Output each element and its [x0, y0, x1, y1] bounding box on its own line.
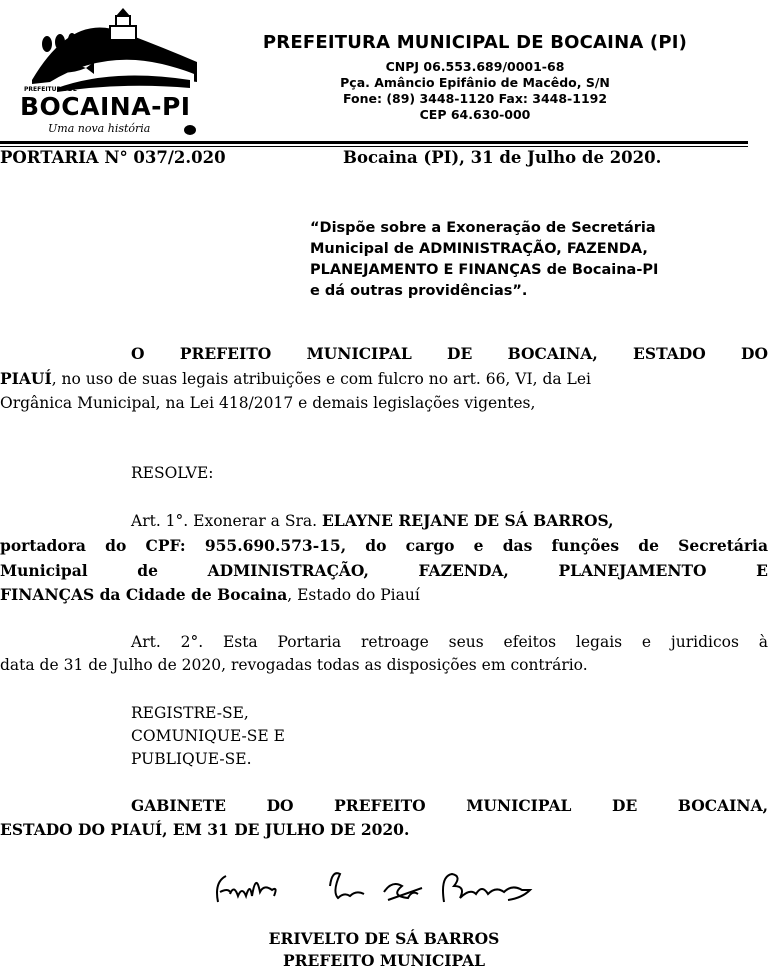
- art1-line-3: Municipal de ADMINISTRAÇÃO, FAZENDA, PLANEJAMENTO E: [0, 561, 768, 580]
- ementa-line: PLANEJAMENTO E FINANÇAS de Bocaina-PI: [310, 262, 659, 278]
- art1-prefix: Art. 1°. Exonerar a Sra.: [131, 512, 322, 530]
- logo-slogan: Uma nova história: [48, 122, 151, 135]
- art1-line-4: [0, 585, 420, 604]
- ementa-line: “Dispõe sobre a Exoneração de Secretária: [310, 220, 656, 236]
- header-info: [215, 32, 735, 123]
- preamble-line-3: Orgânica Municipal, na Lei 418/2017 e demais legislações vigentes,: [0, 394, 536, 412]
- preamble-line-1: O PREFEITO MUNICIPAL DE BOCAINA, ESTADO DO: [131, 344, 768, 363]
- logo-emblem-icon: [12, 2, 212, 142]
- gabinete-line-1: GABINETE DO PREFEITO MUNICIPAL DE BOCAINA,: [131, 796, 768, 815]
- art1-person-name: ELAYNE REJANE DE SÁ BARROS,: [321, 511, 614, 530]
- signatory-title: PREFEITO MUNICIPAL: [283, 951, 485, 970]
- preamble-text: , no uso de suas legais atribuições e com fulcro no art. 66, VI, da Lei: [51, 370, 591, 388]
- art2-line-1: Art. 2°. Esta Portaria retroage seus efeitos legais e juridicos à: [131, 633, 768, 651]
- logo-top-text: PREFEITURA DE: [24, 86, 77, 93]
- address: Pça. Amâncio Epifânio de Macêdo, S/N: [340, 75, 610, 90]
- art1-state: , Estado do Piauí: [287, 586, 420, 604]
- header-rule-thin: [0, 146, 748, 147]
- gabinete-line-2: ESTADO DO PIAUÍ, EM 31 DE JULHO DE 2020.: [0, 820, 410, 839]
- portaria-number: PORTARIA N° 037/2.020: [0, 148, 226, 167]
- ementa-line: e dá outras providências”.: [310, 283, 528, 299]
- preamble-line-2: [0, 369, 768, 388]
- org-name: PREFEITURA MUNICIPAL DE BOCAINA (PI): [262, 32, 688, 53]
- cep: CEP 64.630-000: [419, 107, 531, 122]
- ementa: [310, 218, 768, 302]
- art1-city: FINANÇAS da Cidade de Bocaina: [0, 585, 288, 604]
- cnpj: CNPJ 06.553.689/0001-68: [385, 59, 565, 74]
- art1-line-2: portadora do CPF: 955.690.573-15, do cargo e das funções de Secretária: [0, 536, 768, 555]
- phones: Fone: (89) 3448-1120 Fax: 3448-1192: [342, 91, 608, 106]
- art2-line-2: data de 31 de Julho de 2020, revogadas todas as disposições em contrário.: [0, 656, 588, 674]
- place-date: Bocaina (PI), 31 de Julho de 2020.: [343, 148, 662, 167]
- header-rule: [0, 141, 748, 144]
- logo-name: BOCAINA-PI: [20, 92, 191, 121]
- ementa-line: Municipal de ADMINISTRAÇÃO, FAZENDA,: [310, 241, 648, 257]
- handwritten-signature-icon: [212, 862, 552, 912]
- signatory-name: ERIVELTO DE SÁ BARROS: [268, 929, 500, 948]
- art1-line-1: [131, 511, 614, 530]
- preamble-state: PIAUÍ: [0, 369, 52, 388]
- closing-publish: PUBLIQUE-SE.: [131, 750, 252, 768]
- resolve-heading: RESOLVE:: [131, 464, 214, 482]
- signature: [212, 862, 552, 912]
- municipal-logo: [12, 2, 212, 142]
- closing-register: REGISTRE-SE,: [131, 704, 249, 722]
- closing-communicate: COMUNIQUE-SE E: [131, 727, 285, 745]
